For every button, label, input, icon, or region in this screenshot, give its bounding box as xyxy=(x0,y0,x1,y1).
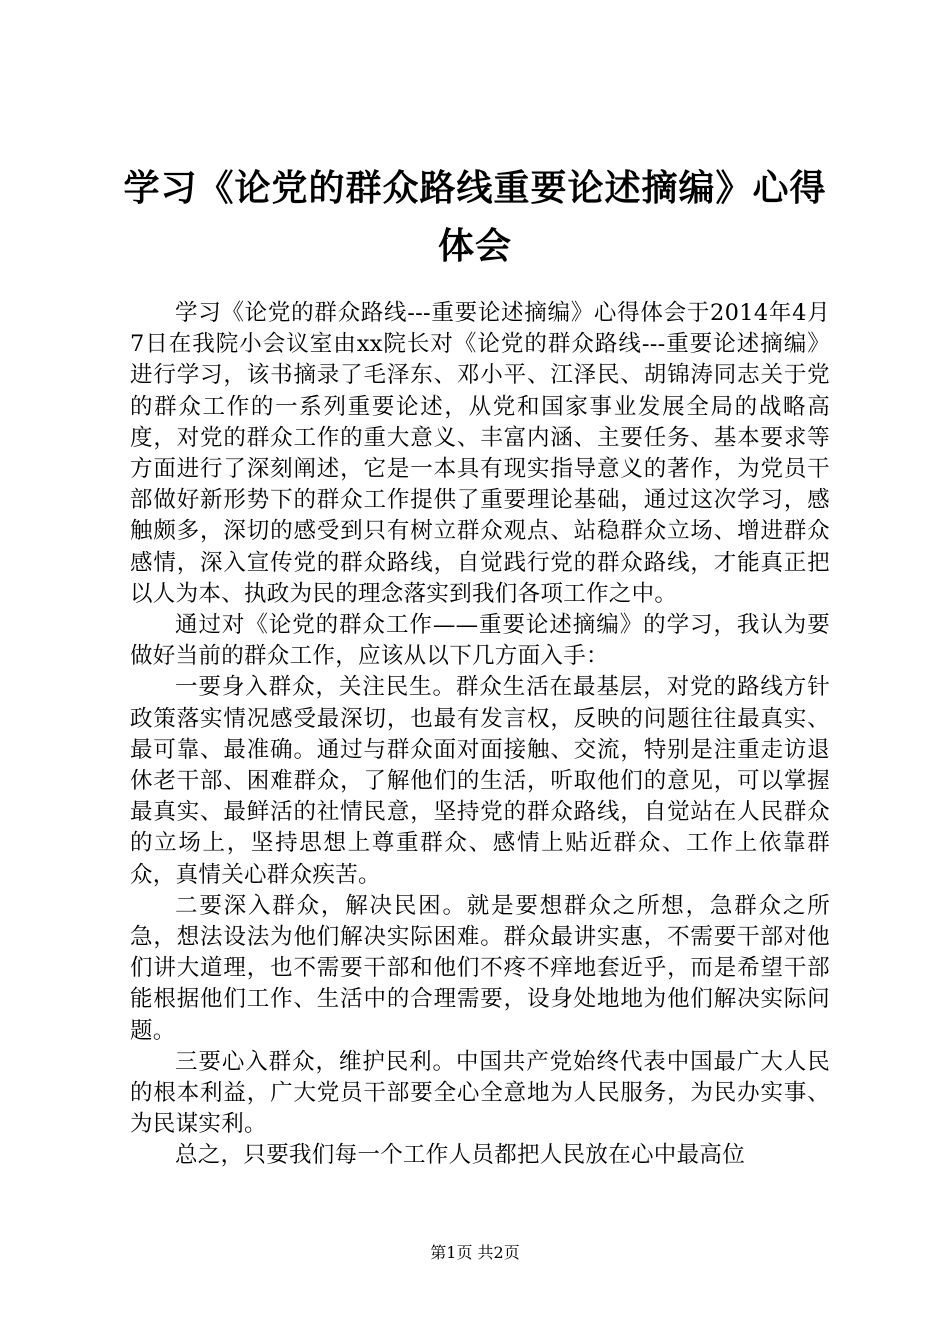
paragraph-approach: 通过对《论党的群众工作——重要论述摘编》的学习，我认为要做好当前的群众工作，应该从以下几方面入手： xyxy=(130,612,830,670)
document-body xyxy=(130,298,830,1172)
paragraph-intro: 学习《论党的群众路线---重要论述摘编》心得体会于2014年4月7日在我院小会议室由xx院长对《论党的群众路线---重要论述摘编》进行学习，该书摘录了毛泽东、邓小平、江泽民、胡锦涛同志关于党的群众工作的一系列重要论述，从党和国家事业发展全局的战略高度，对党的群众工作的重大意义、丰富内涵、主要任务、基本要求等方面进行了深刻阐述，它是一本具有现实指导意义的著作，为党员干部做好新形势下的群众工作提供了重要理论基础，通过这次学习，感触颇多，深切的感受到只有树立群众观点、站稳群众立场、增进群众感情，深入宣传党的群众路线，自觉践行党的群众路线，才能真正把以人为本、执政为民的理念落实到我们各项工作之中。 xyxy=(130,300,830,607)
paragraph-point-one: 一要身入群众，关注民生。群众生活在最基层，对党的路线方针政策落实情况感受最深切，也最有发言权，反映的问题往往最真实、最可靠、最准确。通过与群众面对面接触、交流，特别是注重走访退休老干部、困难群众，了解他们的生活，听取他们的意见，可以掌握最真实、最鲜活的社情民意，坚持党的群众路线，自觉站在人民群众的立场上，坚持思想上尊重群众、感情上贴近群众、工作上依靠群众，真情关心群众疾苦。 xyxy=(130,674,830,888)
page-number-footer: 第1页 共2页 xyxy=(430,1243,520,1262)
document-title: 学习《论党的群众路线重要论述摘编》心得体会 xyxy=(123,168,827,267)
paragraph-point-two: 二要深入群众，解决民困。就是要想群众之所想，急群众之所急，想法设法为他们解决实际困难。群众最讲实惠，不需要干部对他们讲大道理，也不需要干部和他们不疼不痒地套近乎，而是希望干部能根据他们工作、生活中的合理需要，设身处地地为他们解决实际问题。 xyxy=(130,892,830,1044)
paragraph-point-three: 三要心入群众，维护民利。中国共产党始终代表中国最广大人民的根本利益，广大党员干部要全心全意地为人民服务，为民办实事、为民谋实利。 xyxy=(130,1048,830,1138)
paragraph-summary: 总之，只要我们每一个工作人员都把人民放在心中最高位 xyxy=(175,1142,746,1169)
